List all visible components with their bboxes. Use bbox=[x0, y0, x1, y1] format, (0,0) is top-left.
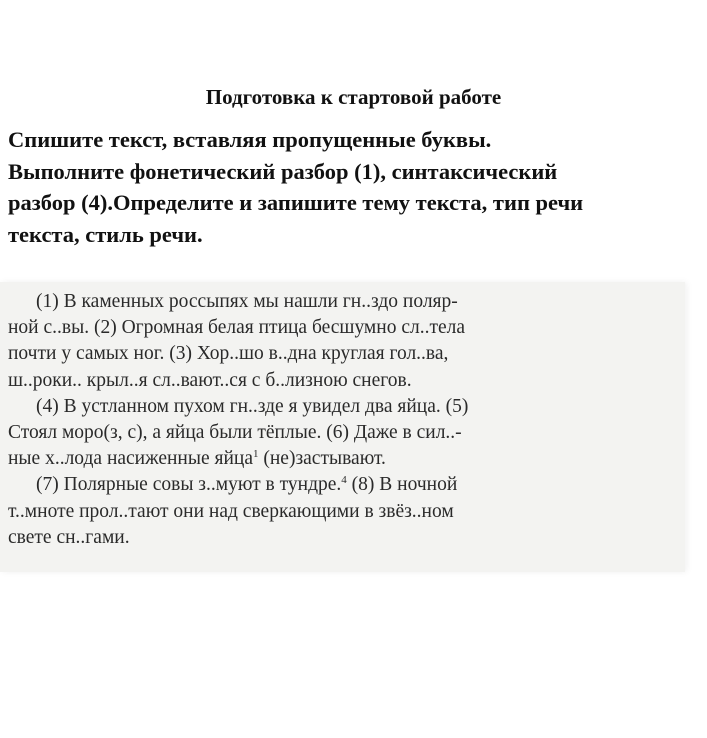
text-line: (1) В каменных россыпях мы нашли гн..здо поляр- bbox=[36, 291, 458, 312]
instruction-line: текста, стиль речи. bbox=[8, 221, 203, 247]
text-line: ш..роки.. крыл..я сл..вают..ся с б..лизною снегов. bbox=[8, 369, 412, 391]
text-fragment: (не)застывают. bbox=[258, 448, 386, 470]
text-line: ной с..вы. (2) Огромная белая птица бесшумно сл..тела bbox=[8, 317, 466, 339]
exercise-text bbox=[8, 289, 676, 551]
text-fragment: (7) Полярные совы з..муют в тундре. bbox=[36, 474, 342, 496]
instruction-line: Спишите текст, вставляя пропущенные буквы. bbox=[8, 127, 492, 152]
text-line: почти у самых ног. (3) Хор..шо в..дна круглая гол..ва, bbox=[8, 343, 449, 365]
text-line: т..мноте прол..тают они над сверкающими в звёз..ном bbox=[8, 500, 454, 522]
footnote-marker: 4 bbox=[341, 474, 347, 487]
footnote-marker: 1 bbox=[253, 448, 259, 461]
text-line bbox=[8, 472, 676, 498]
text-line bbox=[8, 446, 676, 472]
instruction-line: разбор (4).Определите и запишите тему текста, тип речи bbox=[8, 190, 584, 215]
instruction-line: Выполните фонетический разбор (1), синтаксический bbox=[8, 158, 558, 184]
task-instruction bbox=[8, 124, 704, 250]
text-line: свете сн..гами. bbox=[8, 526, 130, 548]
text-fragment: (8) В ночной bbox=[346, 474, 458, 496]
text-line: (4) В устланном пухом гн..зде я увидел два яйца. (5) bbox=[36, 395, 469, 417]
text-line: Стоял моро(з, с), а яйца были тёплые. (6) Даже в сил..- bbox=[8, 422, 462, 444]
text-fragment: ные х..лода насиженные яйца bbox=[8, 448, 253, 470]
page-title: Подготовка к стартовой работе bbox=[205, 85, 502, 109]
